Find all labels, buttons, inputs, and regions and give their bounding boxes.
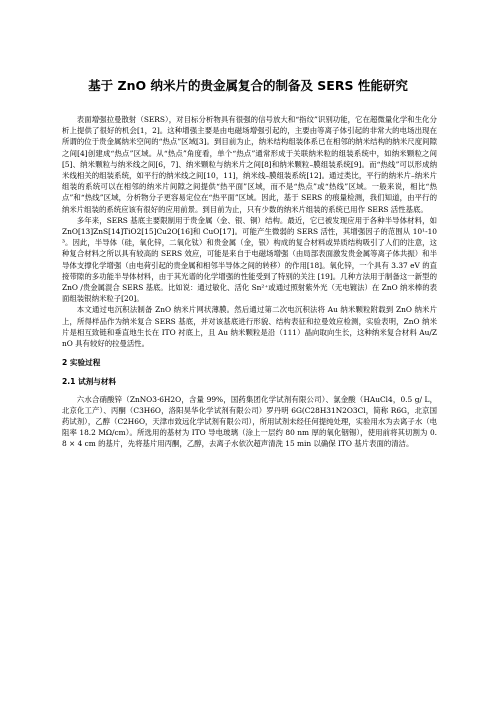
intro-paragraph-3: 本文通过电沉积法制备 ZnO 纳米片网状薄膜。然后通过第二次电沉积法将 Au 纳米颗粒附载到 ZnO 纳米片上，所得样品作为纳米复合 SERS 基底，并对该基底进行形貌、结构表征和拉曼效应检测，实验表明，ZnO 纳米片是相互致链和垂直地生长在 ITO 衬底上，且 Au 纳米颗粒是沿（111）晶向取向生长，这种纳米复合材料 Au/ZnO 具有较好的拉曼活性。 [62, 305, 437, 349]
intro-paragraph-1: 表面增强拉曼散射（SERS），对目标分析物具有很强的信号放大和“指纹”识别功能，它在超微量化学和生化分析上提供了很好的机会[1，2]。这种增强主要是由电磁场增强引起的，主要由等离子体引起的非常大的电场出现在所谓的位于贵金属纳米空间的“热点”区域[3]。到目前为止，纳米结构组装体系已在相邻的纳米结构的纳米尺度间隙之间[4]创建成“热点”区域。从“热点”角度看，单个“热点”通常形成于关联纳米粒的组装系统中，如纳米颗粒之间[5]、纳米颗粒与纳米线之间[6，7]、纳米颗粒与纳米片之间[8]和纳米颗粒–膜组装系统[9]。而“热线”可以形成纳米线相关的组装系统，如平行的纳米线之间[10，11]，纳米线–膜组装系统[12]。通过类比，平行的纳米片–纳米片组装的系统可以在相邻的纳米片间隙之间提供“热平面”区域，而不是“热点”或“热线”区域。一般来说，相比“热点”和“热线”区域，分析物分子更容易定位在“热平面”区域。因此，基于 SERS 的痕量检测，我们知道，由平行的纳米片组装的系统应该有很好的应用前景。到目前为止，只有少数的纳米片组装的系统已用作 SERS 活性基底。 [62, 115, 437, 214]
page-title: 基于 ZnO 纳米片的贵金属复合的制备及 SERS 性能研究 [88, 78, 408, 93]
intro-paragraph-2: 多年来，SERS 基底主要限制用于贵金属（金、银、铜）结构。最近，它已被发现应用于各种半导体材料，如 ZnO[13]ZnS[14]TiO2[15]Cu2O[16]和 CuO[17]。可能产生微弱的 SERS 活性，其增强因子的范围从 10¹-10³。因此，半导体（硅，氧化锌，二氧化钛）和贵金属（金，银）构成的复合材料或异质结构吸引了人们的注意，这种复合材料之所以具有较高的 SERS 效应，可能是来自于电磁场增强（由局部表面激发贵金属等离子体共振）和半导体支撑化学增强（由电荷引起的贵金属和相邻半导体之间的转移）的作用[18]。氧化锌，一个具有 3.37 eV 的直接带隙的多功能半导体材料，由于其光谱的化学增强的性能受到了特别的关注 [19]。几种方法用于制备这一新型的 ZnO /贵金属混合 SERS 基底。比如说：通过敏化、活化 Sn²⁺或通过照射紫外光（无电镀法）在 ZnO 纳米棒的表面组装银纳米粒子[20]。 [62, 215, 437, 304]
subsection-heading-reagents: 2.1 试剂与材料 [62, 377, 117, 387]
document-body [62, 114, 437, 450]
section-heading-experiment: 2 实验过程 [62, 358, 101, 368]
reagents-paragraph: 六水合硝酸锌（ZnNO3·6H2O，含量 99%，国药集团化学试剂有限公司）、氯金酸（HAuCl4，0.5 g/ L，北京化工产）、丙酮（C3H6O，洛阳昊华化学试剂有限公司）罗丹明 6G(C28H31N2O3Cl，简称 R6G，北京国药试剂），乙醇（C2H6O，天津市致远化学试剂有限公司），所用试剂未经任何提纯处理，实验用水为去离子水（电阻率 18.2 MΩ/cm）。所选用的基材为 ITO 导电玻璃（涂上一层约 80 nm 厚的氧化铟锡），使用前将其切割为 0.8 × 4 cm 的基片，先将基片用丙酮，乙醇，去离子水依次超声清洗 15 min 以确保 ITO 基片表面的清洁。 [62, 394, 437, 449]
